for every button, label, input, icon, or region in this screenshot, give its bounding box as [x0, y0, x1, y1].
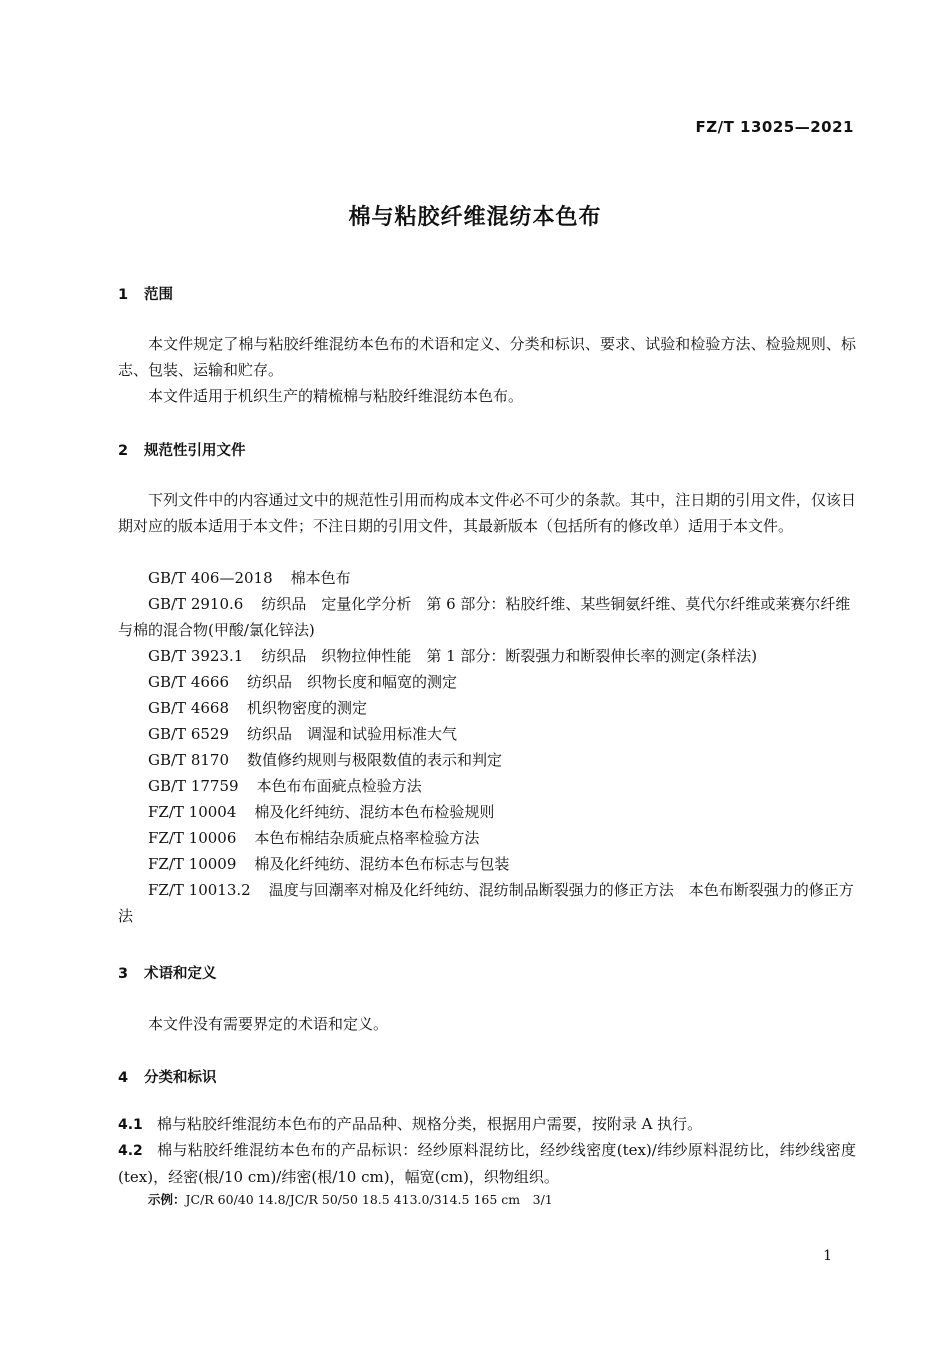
reference-title: 纺织品 织物长度和幅宽的测定: [247, 673, 458, 691]
reference-title: 棉本色布: [290, 569, 351, 587]
reference-title: 温度与回潮率对棉及化纤纯纺、混纺制品断裂强力的修正方法 本色布断裂强力的修正方法: [118, 881, 854, 925]
section-number: 1: [118, 287, 129, 303]
section-3-heading: [118, 962, 217, 983]
section-title: 术语和定义: [144, 966, 217, 982]
section-1-paragraph-2: 本文件适用于机织生产的精梳棉与粘胶纤维混纺本色布。: [148, 387, 524, 405]
reference-title: 棉及化纤纯纺、混纺本色布检验规则: [254, 803, 495, 821]
clause-number: 4.1: [118, 1117, 143, 1133]
section-4-heading: [118, 1066, 217, 1087]
clause-4-1: [118, 1111, 856, 1138]
section-1-heading: [118, 283, 173, 304]
document-title: 棉与粘胶纤维混纺本色布: [348, 205, 602, 230]
example-text: JC/R 60/40 14.8/JC/R 50/50 18.5 413.0/314.5 165 cm 3/1: [185, 1192, 553, 1207]
clause-text: 棉与粘胶纤维混纺本色布的产品标识：经纱原料混纺比，经纱线密度(tex)/纬纱原料混纺比，纬纱线密度(tex)，经密(根/10 cm)/纬密(根/10 cm)，幅宽(cm)，织物组织。: [118, 1141, 856, 1186]
reference-code: GB/T 3923.1: [148, 647, 244, 665]
reference-code: GB/T 4668: [148, 699, 230, 717]
reference-code: FZ/T 10009: [148, 855, 237, 873]
reference-code: GB/T 17759: [148, 777, 239, 795]
section-title: 分类和标识: [144, 1070, 217, 1086]
standard-code: FZ/T 13025—2021: [695, 118, 854, 136]
example-line: [148, 1190, 553, 1208]
reference-title: 纺织品 调湿和试验用标准大气: [247, 725, 458, 743]
reference-code: FZ/T 10006: [148, 829, 237, 847]
section-1-paragraph-1: 本文件规定了棉与粘胶纤维混纺本色布的术语和定义、分类和标识、要求、试验和检验方法、检验规则、标志、包装、运输和贮存。: [118, 335, 856, 379]
reference-title: 棉及化纤纯纺、混纺本色布标志与包装: [254, 855, 510, 873]
section-number: 4: [118, 1070, 129, 1086]
section-2-heading: [118, 439, 246, 460]
page-number: 1: [823, 1248, 832, 1264]
section-3-paragraph-1: 本文件没有需要界定的术语和定义。: [148, 1015, 389, 1033]
reference-title: 数值修约规则与极限数值的表示和判定: [247, 751, 503, 769]
reference-title: 本色布布面疵点检验方法: [256, 777, 422, 795]
reference-title: 本色布棉结杂质疵点格率检验方法: [254, 829, 480, 847]
clause-number: 4.2: [118, 1143, 143, 1159]
section-title: 范围: [144, 287, 173, 303]
reference-code: GB/T 8170: [148, 751, 230, 769]
reference-item: [118, 591, 856, 643]
reference-item: [148, 643, 856, 669]
reference-item: [148, 695, 856, 721]
reference-item: [148, 825, 856, 851]
section-number: 3: [118, 966, 129, 982]
reference-item: [148, 721, 856, 747]
clause-4-2: [118, 1137, 856, 1190]
section-2-intro: 下列文件中的内容通过文中的规范性引用而构成本文件必不可少的条款。其中，注日期的引用文件，仅该日期对应的版本适用于本文件；不注日期的引用文件，其最新版本（包括所有的修改单）适用于本文件。: [118, 491, 856, 535]
clause-text: 棉与粘胶纤维混纺本色布的产品品种、规格分类，根据用户需要，按附录 A 执行。: [156, 1115, 703, 1133]
reference-code: GB/T 2910.6: [148, 595, 244, 613]
reference-title: 机织物密度的测定: [247, 699, 368, 717]
reference-code: GB/T 6529: [148, 725, 230, 743]
reference-code: GB/T 4666: [148, 673, 230, 691]
reference-item: [148, 747, 856, 773]
reference-item: [148, 851, 856, 877]
reference-item: [148, 669, 856, 695]
reference-item: [148, 773, 856, 799]
reference-code: FZ/T 10013.2: [148, 881, 251, 899]
reference-item: [148, 799, 856, 825]
section-title: 规范性引用文件: [144, 443, 246, 459]
section-number: 2: [118, 443, 129, 459]
example-label: 示例：: [148, 1192, 186, 1207]
reference-code: GB/T 406—2018: [148, 569, 273, 587]
reference-item: [118, 877, 856, 929]
reference-code: FZ/T 10004: [148, 803, 237, 821]
reference-title: 纺织品 织物拉伸性能 第 1 部分：断裂强力和断裂伸长率的测定(条样法): [261, 647, 758, 665]
reference-title: 纺织品 定量化学分析 第 6 部分：粘胶纤维、某些铜氨纤维、莫代尔纤维或莱赛尔纤维与棉的混合物(甲酸/氯化锌法): [118, 595, 851, 639]
reference-item: [148, 565, 856, 591]
